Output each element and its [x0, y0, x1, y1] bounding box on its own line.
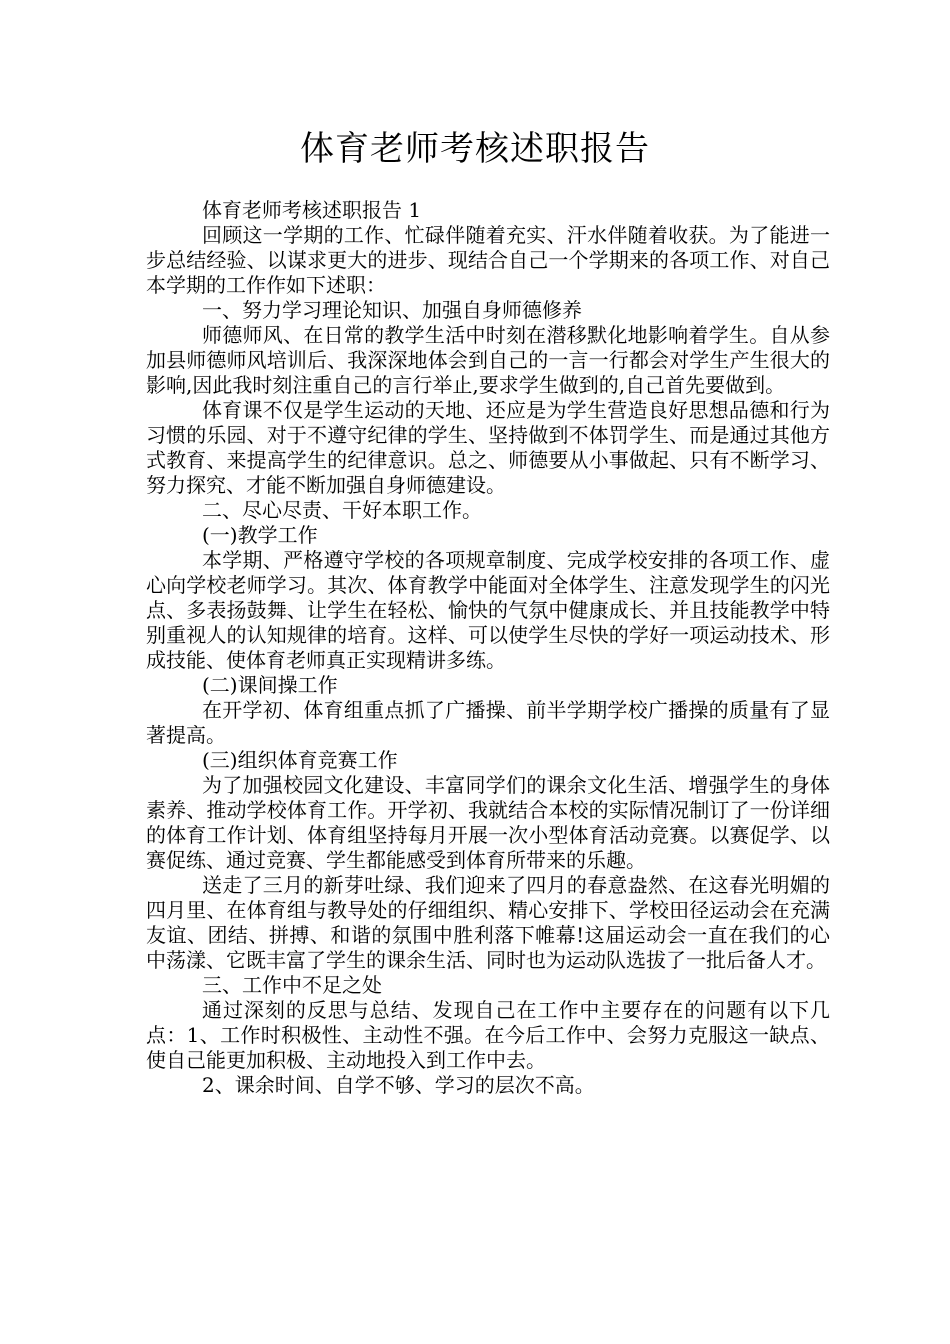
subsection-heading-teaching: (一)教学工作	[202, 523, 318, 547]
document-body	[146, 198, 830, 1098]
section-heading-2: 二、尽心尽责、干好本职工作。	[202, 498, 482, 522]
paragraph-competition-2: 送走了三月的新芽吐绿、我们迎来了四月的春意盎然、在这春光明媚的四月里、在体育组与教导处的仔细组织、精心安排下、学校田径运动会在充满友谊、团结、拼搏、和谐的氛围中胜利落下帷幕!这届运动会一直在我们的心中荡漾、它既丰富了学生的课余生活、同时也为运动队选拔了一批后备人才。	[146, 873, 830, 972]
subsection-heading-exercise: (二)课间操工作	[202, 673, 338, 697]
document-title: 体育老师考核述职报告	[300, 129, 650, 169]
paragraph-shortcomings-1: 通过深刻的反思与总结、发现自己在工作中主要存在的问题有以下几点：1、工作时积极性、主动性不强。在今后工作中、会努力克服这一缺点、使自己能更加积极、主动地投入到工作中去。	[146, 998, 830, 1072]
section-heading-1: 一、努力学习理论知识、加强自身师德修养	[202, 298, 582, 322]
paragraph-competition-1: 为了加强校园文化建设、丰富同学们的课余文化生活、增强学生的身体素养、推动学校体育工作。开学初、我就结合本校的实际情况制订了一份详细的体育工作计划、体育组坚持每月开展一次小型体育活动竞赛。以赛促学、以赛促练、通过竞赛、学生都能感受到体育所带来的乐趣。	[146, 773, 830, 872]
subsection-heading-competition: (三)组织体育竞赛工作	[202, 748, 398, 772]
section-heading-3: 三、工作中不足之处	[202, 973, 382, 997]
paragraph-exercise: 在开学初、体育组重点抓了广播操、前半学期学校广播操的质量有了显著提高。	[146, 698, 830, 747]
report-subtitle: 体育老师考核述职报告 1	[202, 198, 422, 222]
paragraph-intro: 回顾这一学期的工作、忙碌伴随着充实、汗水伴随着收获。为了能进一步总结经验、以谋求更大的进步、现结合自己一个学期来的各项工作、对自己本学期的工作作如下述职：	[146, 223, 830, 297]
paragraph-shortcomings-2: 2、课余时间、自学不够、学习的层次不高。	[202, 1073, 595, 1097]
paragraph-ethics-2: 体育课不仅是学生运动的天地、还应是为学生营造良好思想品德和行为习惯的乐园、对于不遵守纪律的学生、坚持做到不体罚学生、而是通过其他方式教育、来提高学生的纪律意识。总之、师德要从小事做起、只有不断学习、努力探究、才能不断加强自身师德建设。	[146, 398, 830, 497]
paragraph-ethics-1: 师德师风、在日常的教学生活中时刻在潜移默化地影响着学生。自从参加县师德师风培训后、我深深地体会到自己的一言一行都会对学生产生很大的影响,因此我时刻注重自己的言行举止,要求学生做到的,自己首先要做到。	[146, 323, 830, 397]
paragraph-teaching: 本学期、严格遵守学校的各项规章制度、完成学校安排的各项工作、虚心向学校老师学习。其次、体育教学中能面对全体学生、注意发现学生的闪光点、多表扬鼓舞、让学生在轻松、愉快的气氛中健康成长、并且技能教学中特别重视人的认知规律的培育。这样、可以使学生尽快的学好一项运动技术、形成技能、使体育老师真正实现精讲多练。	[146, 548, 830, 672]
